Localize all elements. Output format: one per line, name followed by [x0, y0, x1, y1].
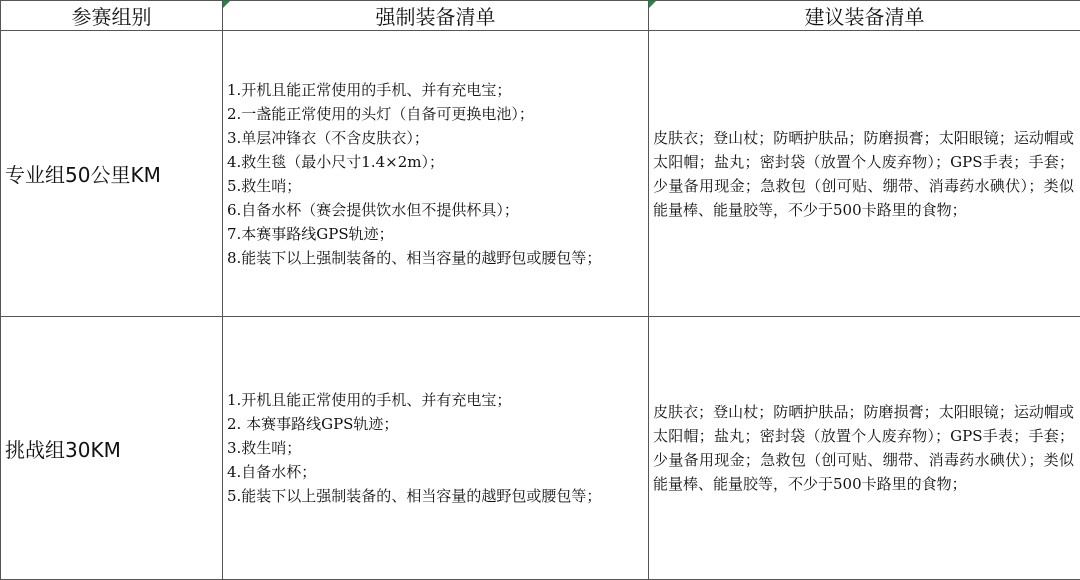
table-row [1, 31, 1080, 317]
list-item: 7.本赛事路线GPS轨迹； [227, 222, 640, 246]
header-suggested-label: 建议装备清单 [805, 5, 925, 29]
suggested-text: 皮肤衣；登山杖；防晒护肤品；防磨损膏；太阳眼镜；运动帽或太阳帽；盐丸；密封袋（放置个人废弃物）；GPS手表；手套；少量备用现金；急救包（创可贴、绷带、消毒药水碘伏）；类似能量棒、能量胶等，不少于500卡路里的食物； [649, 126, 1080, 222]
header-group-label: 参赛组别 [72, 5, 152, 29]
list-item: 5.能装下以上强制装备的、相当容量的越野包或腰包等； [227, 484, 640, 508]
required-cell [223, 317, 649, 580]
list-item: 2.一盏能正常使用的头灯（自备可更换电池）； [227, 102, 640, 126]
note-marker-icon [223, 1, 230, 8]
group-cell: 专业组50公里KM [1, 31, 223, 317]
suggested-text: 皮肤衣；登山杖；防晒护肤品；防磨损膏；太阳眼镜；运动帽或太阳帽；盐丸；密封袋（放置个人废弃物）；GPS手表；手套；少量备用现金；急救包（创可贴、绷带、消毒药水碘伏）；类似能量棒、能量胶等，不少于500卡路里的食物； [649, 400, 1080, 496]
group-cell: 挑战组30KM [1, 317, 223, 580]
list-item: 3.救生哨； [227, 436, 640, 460]
required-list [223, 388, 648, 508]
list-item: 2. 本赛事路线GPS轨迹； [227, 412, 640, 436]
table-row [1, 317, 1080, 580]
list-item: 4.自备水杯； [227, 460, 640, 484]
list-item: 5.救生哨； [227, 174, 640, 198]
list-item: 6.自备水杯（赛会提供饮水但不提供杯具）； [227, 198, 640, 222]
header-required-label: 强制装备清单 [376, 5, 496, 29]
header-suggested [649, 1, 1080, 31]
list-item: 8.能装下以上强制装备的、相当容量的越野包或腰包等； [227, 246, 640, 270]
required-list [223, 78, 648, 270]
header-required [223, 1, 649, 31]
header-group [1, 1, 223, 31]
list-item: 1.开机且能正常使用的手机、并有充电宝； [227, 388, 640, 412]
header-row [1, 1, 1080, 31]
list-item: 4.救生毯（最小尺寸1.4×2m）； [227, 150, 640, 174]
required-cell [223, 31, 649, 317]
suggested-cell [649, 31, 1080, 317]
suggested-cell [649, 317, 1080, 580]
list-item: 1.开机且能正常使用的手机、并有充电宝； [227, 78, 640, 102]
list-item: 3.单层冲锋衣（不含皮肤衣）； [227, 126, 640, 150]
note-marker-icon [649, 1, 656, 8]
